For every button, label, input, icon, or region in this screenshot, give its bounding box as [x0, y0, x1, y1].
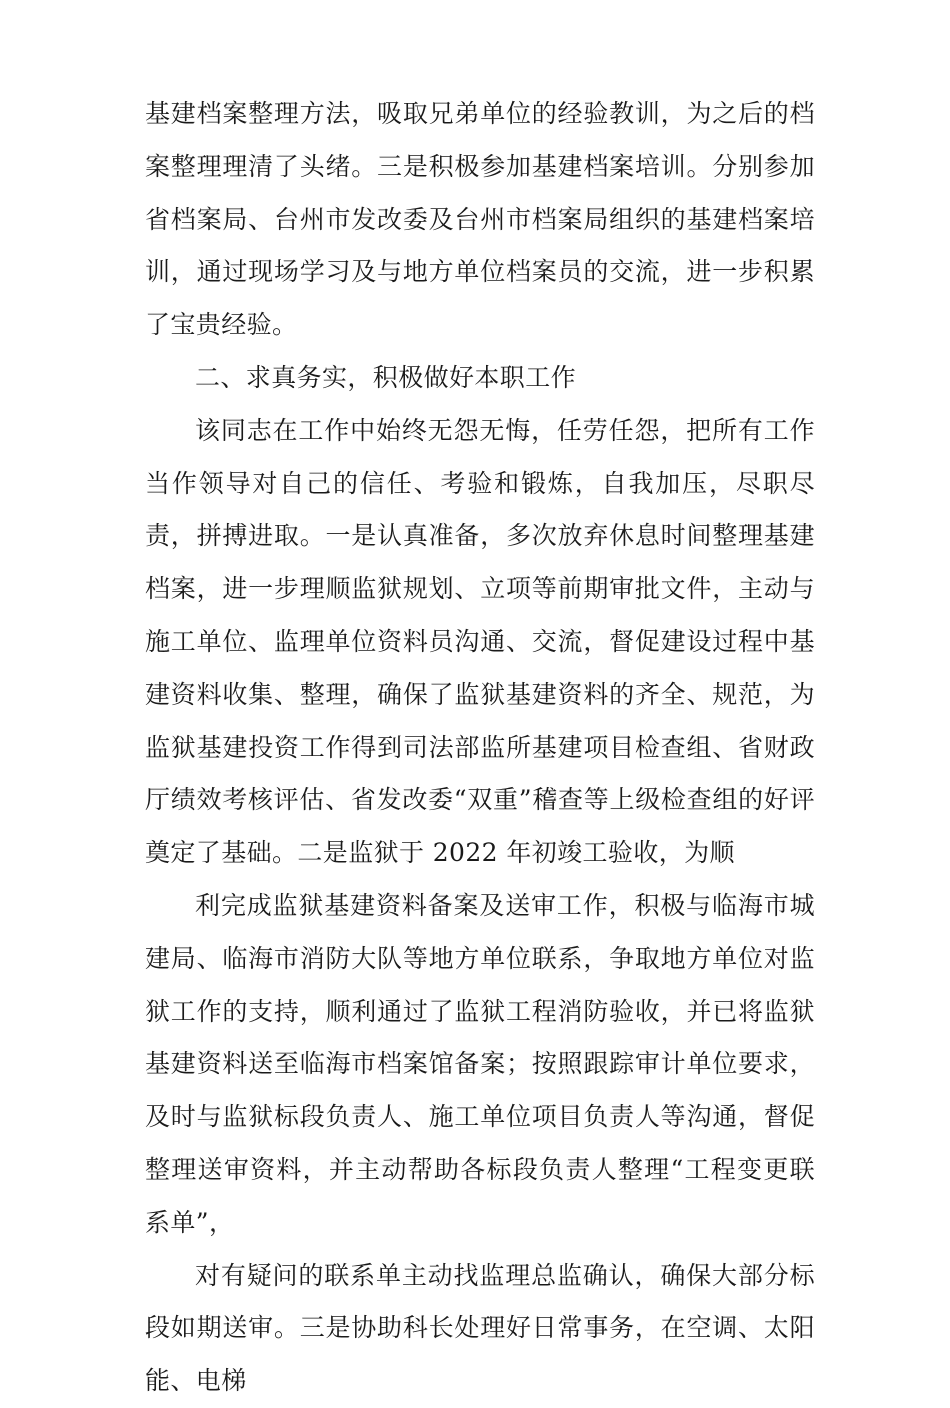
section-heading: 二、求真务实，积极做好本职工作 [195, 362, 577, 392]
body-paragraph-4: 对有疑问的联系单主动找监理总监确认，确保大部分标段如期送审。三是协助科长处理好日常事务，在空调、太阳能、电梯 [145, 1260, 815, 1396]
document-body [145, 88, 815, 1408]
body-paragraph-3: 利完成监狱基建资料备案及送审工作，积极与临海市城建局、临海市消防大队等地方单位联系，争取地方单位对监狱工作的支持，顺利通过了监狱工程消防验收，并已将监狱基建资料送至临海市档案馆备案；按照跟踪审计单位要求，及时与监狱标段负责人、施工单位项目负责人等沟通，督促整理送审资料，并主动帮助各标段负责人整理“工程变更联系单”， [145, 890, 815, 1237]
body-paragraph-2: 该同志在工作中始终无怨无悔，任劳任怨，把所有工作当作领导对自己的信任、考验和锻炼，自我加压，尽职尽责，拼搏进取。一是认真准备，多次放弃休息时间整理基建档案，进一步理顺监狱规划、立项等前期审批文件，主动与施工单位、监理单位资料员沟通、交流，督促建设过程中基建资料收集、整理，确保了监狱基建资料的齐全、规范，为监狱基建投资工作得到司法部监所基建项目检查组、省财政厅绩效考核评估、省发改委“双重”稽查等上级检查组的好评奠定了基础。二是监狱于 2022 年初竣工验收，为顺 [145, 415, 815, 868]
body-paragraph-1: 基建档案整理方法，吸取兄弟单位的经验教训，为之后的档案整理理清了头绪。三是积极参加基建档案培训。分别参加省档案局、台州市发改委及台州市档案局组织的基建档案培训，通过现场学习及与地方单位档案员的交流，进一步积累了宝贵经验。 [145, 99, 815, 340]
